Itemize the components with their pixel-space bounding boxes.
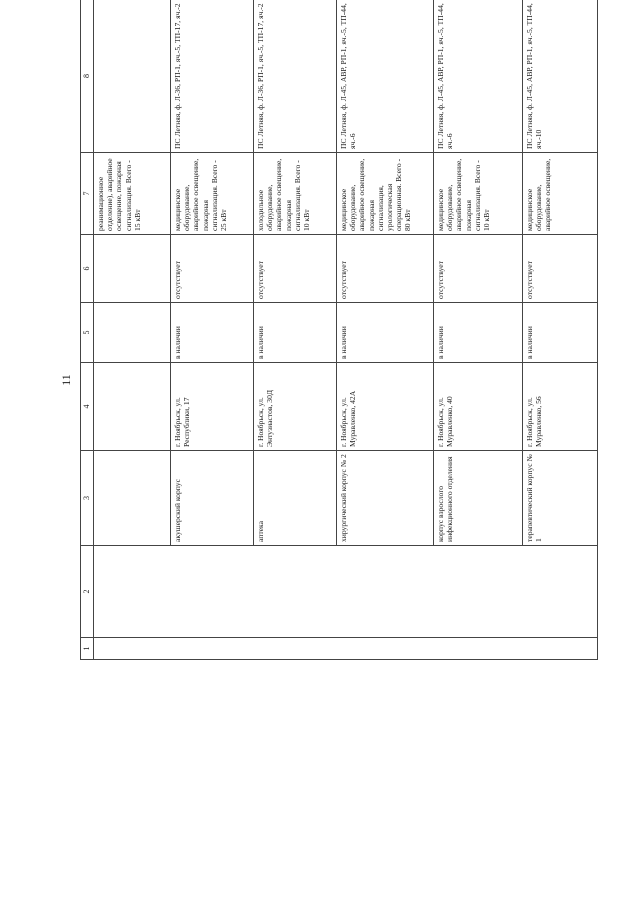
column-header-4: 4 — [81, 363, 94, 451]
availability-cell: в наличии — [337, 303, 434, 363]
availability-cell: в наличии — [434, 303, 523, 363]
column-header-8: 8 — [81, 0, 94, 153]
load-cell: медицинское оборудование, аварийное освещение, — [523, 153, 598, 235]
load-cell: медицинское оборудование, аварийное освещение, пожарная сигнализация. Всего - 10 кВт — [434, 153, 523, 235]
rotated-table-page — [80, 0, 610, 660]
power-supply-table — [80, 0, 598, 660]
status-cell: отсутствует — [171, 235, 254, 303]
status-cell: отсутствует — [254, 235, 337, 303]
load-cell: реанимационное отделение), аварийное освещение, пожарная сигнализация. Всего - 15 кВт — [94, 153, 171, 235]
feeder-cell: ПС Летняя, ф. Л-36, РП-1, яч.-5, ТП-17, яч.-2 — [254, 0, 337, 153]
feeder-cell: ПС Летняя, ф. Л-36, РП-1, яч.-5, ТП-17, яч.-2 — [171, 0, 254, 153]
address-cell: г. Ноябрьск, ул. Муравленко, 56 — [523, 363, 598, 451]
page-number: 11 — [59, 374, 73, 386]
availability-cell: в наличии — [171, 303, 254, 363]
col1-cell — [94, 638, 598, 660]
address-cell: г. Ноябрьск, ул. Муравленко, 40 — [434, 363, 523, 451]
feeder-cell: ПС Летняя, ф. Л-45, АВР, РП-1, яч.-5, ТП-44, яч.-6 — [434, 0, 523, 153]
building-cell: корпус взрослого инфекционного отделения — [434, 451, 523, 546]
feeder-cell — [94, 0, 171, 153]
table-row — [94, 0, 171, 660]
building-cell: аптека — [254, 451, 337, 546]
load-cell: холодильное оборудование, аварийное освещение, пожарная сигнализация. Всего - 10 кВт — [254, 153, 337, 235]
address-cell: г. Ноябрьск, ул. Муравленко, 42А — [337, 363, 434, 451]
column-header-5: 5 — [81, 303, 94, 363]
column-header-6: 6 — [81, 235, 94, 303]
building-cell — [94, 451, 171, 546]
availability-cell: в наличии — [523, 303, 598, 363]
column-number-row — [81, 0, 94, 660]
column-header-1: 1 — [81, 638, 94, 660]
status-cell: отсутствует — [523, 235, 598, 303]
building-cell: хирургический корпус № 2 — [337, 451, 434, 546]
load-cell: медицинское оборудование, аварийное освещение, пожарная сигнализация, урологическая операционная. Всего - 80 кВт — [337, 153, 434, 235]
address-cell — [94, 363, 171, 451]
column-header-7: 7 — [81, 153, 94, 235]
building-cell: терапевтический корпус № 1 — [523, 451, 598, 546]
address-cell: г. Ноябрьск, ул. Республики, 17 — [171, 363, 254, 451]
status-cell: отсутствует — [434, 235, 523, 303]
feeder-cell: ПС Летняя, ф. Л-45, АВР, РП-1, яч.-5, ТП-44, яч.-6 — [337, 0, 434, 153]
status-cell — [94, 235, 171, 303]
column-header-2: 2 — [81, 546, 94, 638]
load-cell: медицинское оборудование, аварийное освещение, пожарная сигнализация. Всего - 25 кВт — [171, 153, 254, 235]
building-cell: акушерский корпус — [171, 451, 254, 546]
column-header-3: 3 — [81, 451, 94, 546]
status-cell: отсутствует — [337, 235, 434, 303]
col2-cell — [94, 546, 598, 638]
availability-cell — [94, 303, 171, 363]
availability-cell: в наличии — [254, 303, 337, 363]
feeder-cell: ПС Летняя, ф. Л-45, АВР, РП-1, яч.-5, ТП-44, яч.-10 — [523, 0, 598, 153]
address-cell: г. Ноябрьск, ул. Энтузиастов, 30Д — [254, 363, 337, 451]
